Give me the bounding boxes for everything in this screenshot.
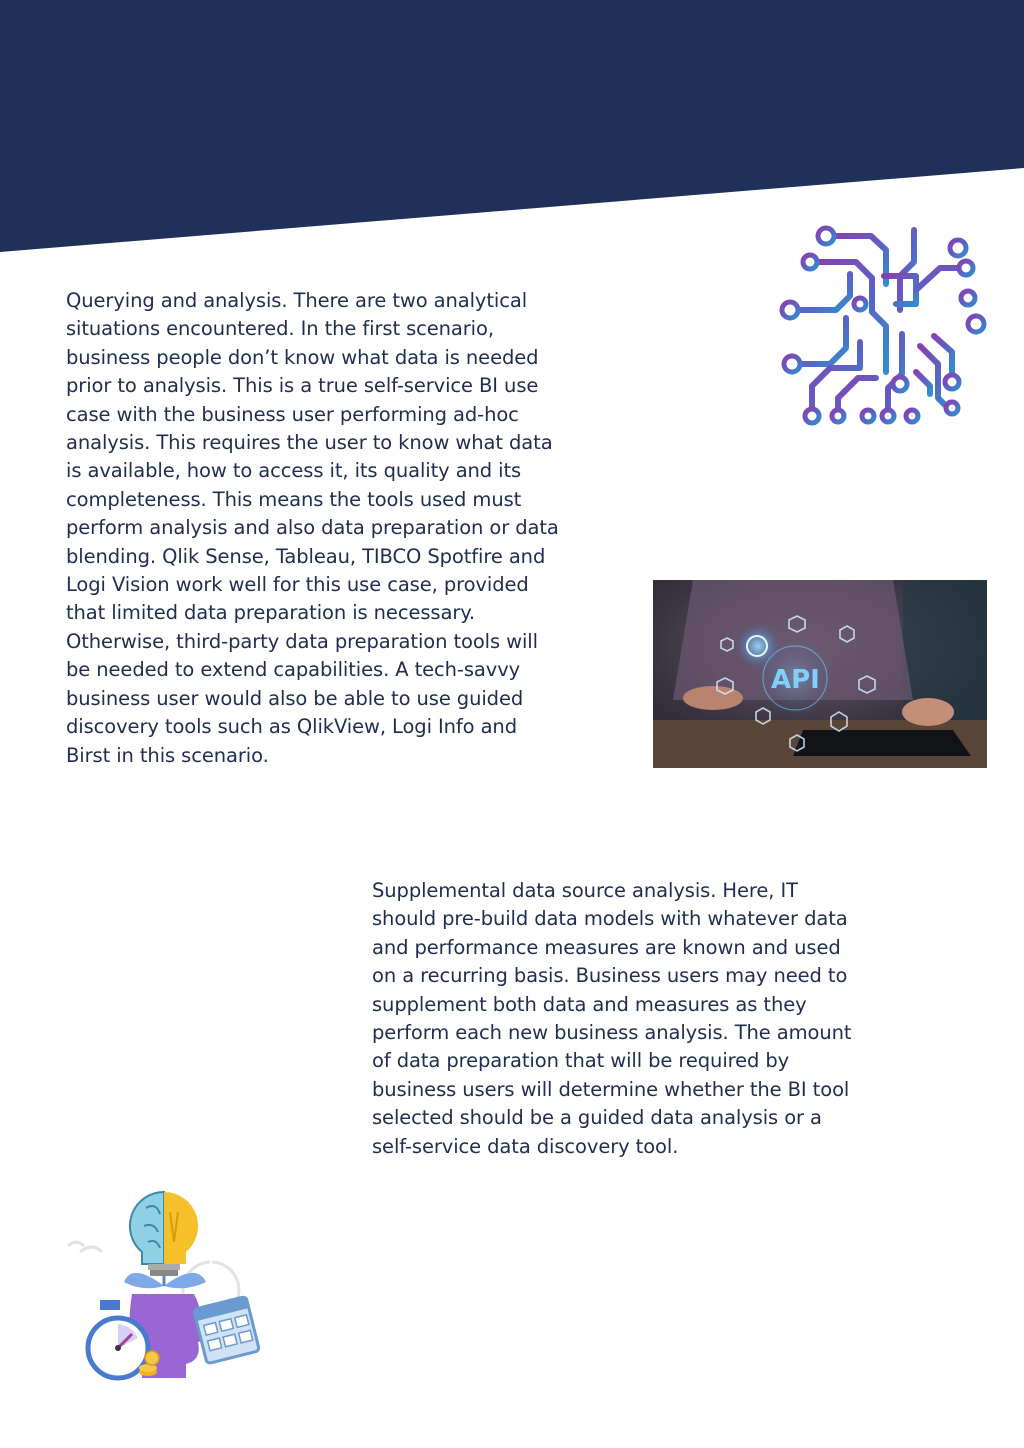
api-label: API <box>771 665 820 695</box>
circuit-head-icon <box>776 222 990 432</box>
header-banner <box>0 0 1024 260</box>
paragraph-querying-analysis: Querying and analysis. There are two analytical situations encountered. In the first scenario, business people don’t know what data is needed prior to analysis. This is a true self-service BI use case with the business user performing ad-hoc analysis. This requires the user to know what data is available, how to access it, its quality and its completeness. This means the tools used must perform analysis and also data preparation or data blending. Qlik Sense, Tableau, TIBCO Spotfire and Logi Vision work well for this use case, provided that limited data preparation is necessary. Otherwise, third-party data preparation tools will be needed to extend capabilities. A tech-savvy business user would also be able to use guided discovery tools such as QlikView, Logi Info and Birst in this scenario. <box>66 289 559 767</box>
brain-lightbulb-illustration <box>62 1182 262 1387</box>
paragraph-supplemental-analysis: Supplemental data source analysis. Here, IT should pre-build data models with whatever data and performance measures are known and used on a recurring basis. Business users may need to supplement both data and measures as they perform each new business analysis. The amount of data preparation that will be required by business users will determine whether the BI tool selected should be a guided data analysis or a self-service data discovery tool. <box>372 879 852 1158</box>
api-network-photo <box>653 580 987 768</box>
